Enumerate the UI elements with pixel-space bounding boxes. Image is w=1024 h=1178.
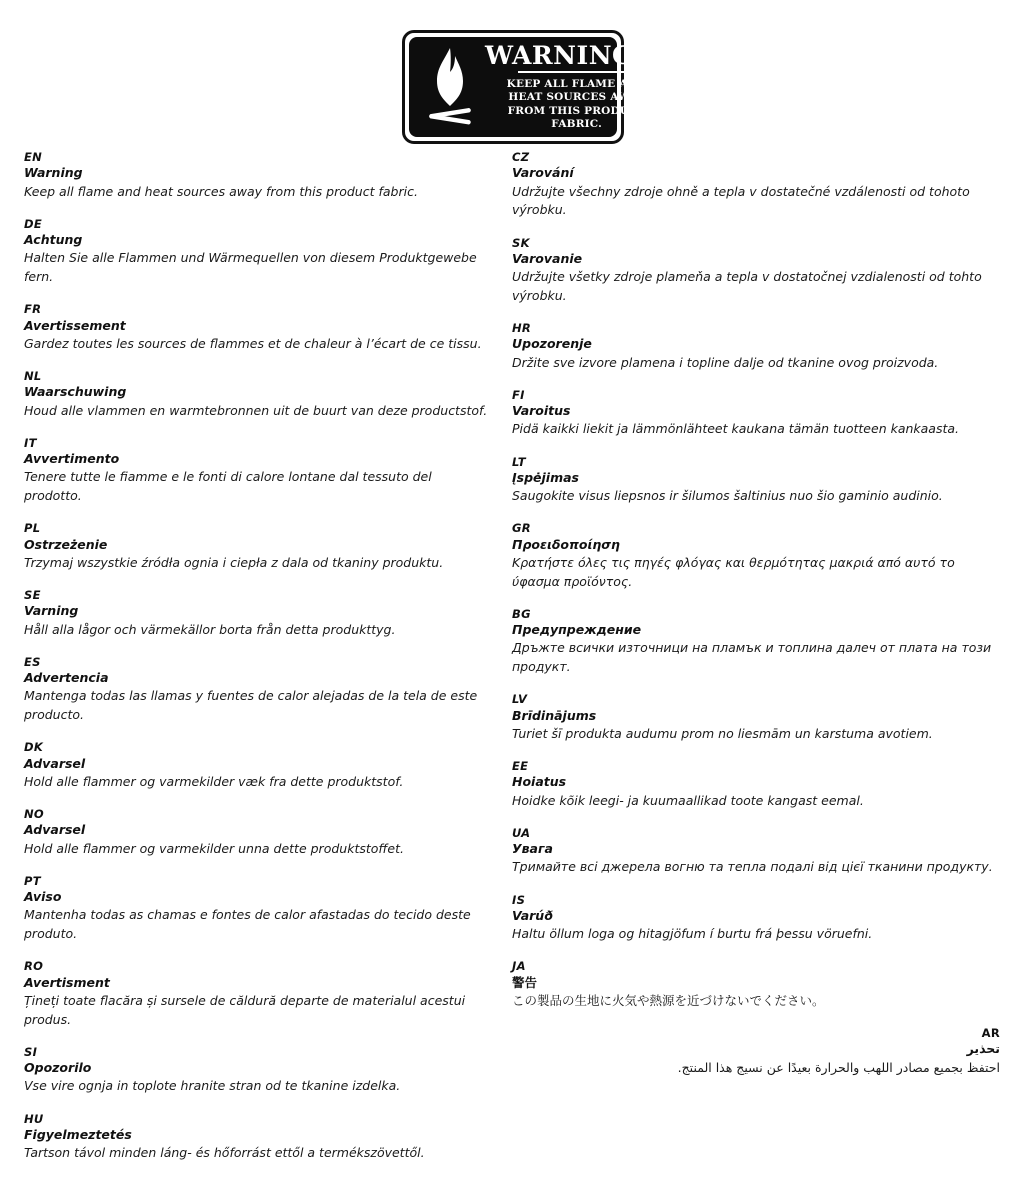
translation-text: Turiet šī produkta audumu prom no liesmām un karstuma avotiem.: [512, 725, 933, 741]
translation-entry: [512, 1026, 1000, 1077]
translation-text: Κρατήστε όλες τις πηγές φλόγας και θερμότητας μακριά από αυτό το ύφασμα προϊόντος.: [512, 554, 955, 589]
language-code: NO: [24, 807, 45, 821]
warning-subtitle-line: FABRIC.: [551, 117, 603, 130]
translation-text: Vse vire ognja in toplote hranite stran od te tkanine izdelka.: [24, 1078, 401, 1094]
warning-title: WARNING!!!: [485, 40, 669, 70]
translation-text: Mantenga todas las llamas y fuentes de calor alejadas de la tela de este producto.: [24, 688, 478, 722]
translation-heading: Advarsel: [24, 755, 86, 771]
language-code: AR: [981, 1026, 1000, 1040]
translation-text: Tartson távol minden láng- és hőforrást ettől a termékszövettől.: [24, 1145, 425, 1160]
translation-entry: [512, 521, 1000, 591]
translation-text: Håll alla lågor och värmekällor borta från detta produkttyg.: [24, 621, 396, 637]
translation-heading: Advertencia: [24, 670, 109, 686]
translation-entry: [24, 740, 488, 791]
translation-text: Hoidke kõik leegi- ja kuumaallikad toote kangast eemal.: [512, 792, 864, 808]
translation-text: Halten Sie alle Flammen und Wärmequellen von diesem Produktgewebe fern.: [24, 250, 477, 284]
translation-entry: [24, 436, 488, 506]
translation-heading: Įspėjimas: [512, 469, 579, 485]
warning-subtitle-line: HEAT SOURCES AWAY: [508, 91, 645, 104]
warning-badge-inner: [409, 37, 669, 137]
translation-heading: Avertissement: [24, 317, 126, 333]
translation-text: Gardez toutes les sources de flammes et de chaleur à l’écart de ce tissu.: [24, 335, 482, 351]
translation-entry: [512, 759, 1000, 810]
translation-text: Тримайте всі джерела вогню та тепла подалі від цієї тканини продукту.: [512, 859, 993, 875]
language-code: PL: [24, 521, 41, 536]
translation-text: Pidä kaikki liekit ja lämmönlähteet kaukana tämän tuotteen kankaasta.: [512, 421, 960, 437]
translation-entry: [512, 236, 1000, 306]
translation-heading: Varoitus: [512, 403, 571, 419]
translation-entry: [512, 607, 1000, 677]
language-code: GR: [512, 521, 531, 536]
translation-text: Tenere tutte le fiamme e le fonti di calore lontane dal tessuto del prodotto.: [24, 469, 432, 503]
language-code: IT: [24, 435, 37, 450]
translation-text: Hold alle flammer og varmekilder væk fra dette produktstof.: [24, 773, 404, 789]
translation-text: Trzymaj wszystkie źródła ognia i ciepła z dala od tkaniny produktu.: [24, 554, 444, 570]
translation-text: Držite sve izvore plamena i topline dalje od tkanine ovog proizvoda.: [512, 354, 939, 370]
language-code: SK: [512, 235, 530, 250]
translation-heading: Varúð: [512, 907, 553, 923]
translations-column-right: [512, 150, 1024, 1178]
translation-heading: Varování: [512, 165, 574, 181]
warning-badge-border: [402, 30, 669, 144]
translation-text: Udržujte všechny zdroje ohně a tepla v dostatečné vzdálenosti od tohoto výrobku.: [512, 183, 970, 218]
language-code: FI: [512, 387, 525, 402]
language-code: RO: [24, 959, 44, 974]
translation-heading: Achtung: [24, 232, 83, 248]
translation-entry: [24, 874, 488, 944]
translation-entry: [24, 302, 488, 353]
translation-entry: [24, 217, 488, 287]
language-code: IS: [512, 892, 526, 907]
translation-heading: تحذير: [966, 1041, 1000, 1057]
translation-text: この製品の生地に火気や熱源を近づけないでください。: [512, 992, 825, 1008]
translation-heading: Opozorilo: [24, 1060, 92, 1076]
translation-heading: Figyelmeztetés: [24, 1126, 132, 1142]
language-code: SI: [24, 1044, 38, 1059]
translation-heading: Avvertimento: [24, 451, 120, 467]
translation-heading: Hoiatus: [512, 774, 567, 790]
translation-text: Houd alle vlammen en warmtebronnen uit de buurt van deze productstof.: [24, 402, 488, 418]
translation-heading: Увага: [512, 841, 553, 857]
language-code: LT: [512, 454, 526, 469]
language-code: DE: [24, 216, 43, 231]
translation-entry: [24, 1112, 488, 1163]
translation-text: Udržujte všetky zdroje plameňa a tepla v dostatočnej vzdialenosti od tohto výrobku.: [512, 269, 982, 303]
translation-text: Mantenha todas as chamas e fontes de calor afastadas do tecido deste produto.: [24, 907, 471, 941]
language-code: HR: [512, 321, 532, 335]
translation-entry: [24, 1045, 488, 1096]
language-code: NL: [24, 369, 42, 383]
translation-entry: [24, 655, 488, 725]
translation-heading: Предупреждение: [512, 622, 642, 638]
translation-entry: [512, 388, 1000, 439]
translation-heading: Varning: [24, 603, 79, 619]
translation-entry: [24, 150, 488, 201]
translation-heading: Waarschuwing: [24, 384, 127, 400]
translations-column-left: [0, 150, 512, 1178]
translation-entry: [512, 455, 1000, 506]
language-code: BG: [512, 606, 531, 621]
language-code: PT: [24, 873, 41, 888]
language-code: DK: [24, 740, 44, 755]
translation-entry: [24, 521, 488, 572]
translation-heading: Aviso: [24, 889, 62, 905]
language-code: FR: [24, 302, 42, 317]
language-code: EE: [512, 759, 529, 773]
translation-entry: [512, 959, 1000, 1010]
translation-heading: Warning: [24, 165, 83, 181]
translation-entry: [24, 807, 488, 858]
language-code: JA: [512, 959, 526, 974]
language-code: LV: [512, 692, 528, 707]
translation-heading: Προειδοποίηση: [512, 536, 620, 552]
warning-subtitle: [507, 78, 647, 132]
translation-heading: 警告: [512, 974, 538, 990]
warning-subtitle-line: FROM THIS PRODUCT: [507, 104, 646, 117]
translation-text: Hold alle flammer og varmekilder unna dette produktstoffet.: [24, 840, 404, 856]
translation-text: Țineți toate flacăra și sursele de căldură departe de materialul acestui produs.: [24, 992, 466, 1027]
translation-text: Haltu öllum loga og hitagjöfum í burtu frá þessu vöruefni.: [512, 926, 873, 941]
translation-entry: [24, 959, 488, 1029]
language-code: UA: [512, 825, 531, 840]
translation-entry: [24, 369, 488, 420]
translation-heading: Advarsel: [24, 822, 86, 838]
language-code: EN: [24, 150, 43, 164]
translation-heading: Upozorenje: [512, 336, 592, 352]
language-code: SE: [24, 588, 41, 602]
translation-entry: [512, 692, 1000, 743]
translation-entry: [512, 321, 1000, 372]
translation-text: Keep all flame and heat sources away from this product fabric.: [24, 183, 418, 199]
language-code: HU: [24, 1111, 44, 1126]
language-code: CZ: [512, 150, 530, 164]
translation-entry: [512, 893, 1000, 944]
translation-entry: [512, 150, 1000, 220]
translation-entry: [24, 588, 488, 639]
flame-icon: [417, 42, 483, 132]
warning-badge: [402, 30, 669, 144]
translation-text: Saugokite visus liepsnos ir šilumos šaltinius nuo šio gaminio audinio.: [512, 488, 943, 503]
translation-heading: Avertisment: [24, 974, 110, 990]
warning-subtitle-line: KEEP ALL FLAME AND: [506, 77, 647, 90]
translation-text: احتفظ بجميع مصادر اللهب والحرارة بعيدًا عن نسيج هذا المنتج.: [677, 1059, 1000, 1075]
warning-divider: [518, 71, 636, 73]
translation-entry: [512, 826, 1000, 877]
translations-columns: [0, 150, 1024, 1178]
translation-heading: Brīdinājums: [512, 707, 597, 723]
translation-heading: Varovanie: [512, 250, 583, 266]
translation-text: Дръжте всички източници на пламък и топлина далеч от плата на този продукт.: [512, 640, 992, 674]
warning-badge-text: [483, 40, 669, 132]
translation-heading: Ostrzeżenie: [24, 536, 108, 552]
language-code: ES: [24, 654, 41, 669]
